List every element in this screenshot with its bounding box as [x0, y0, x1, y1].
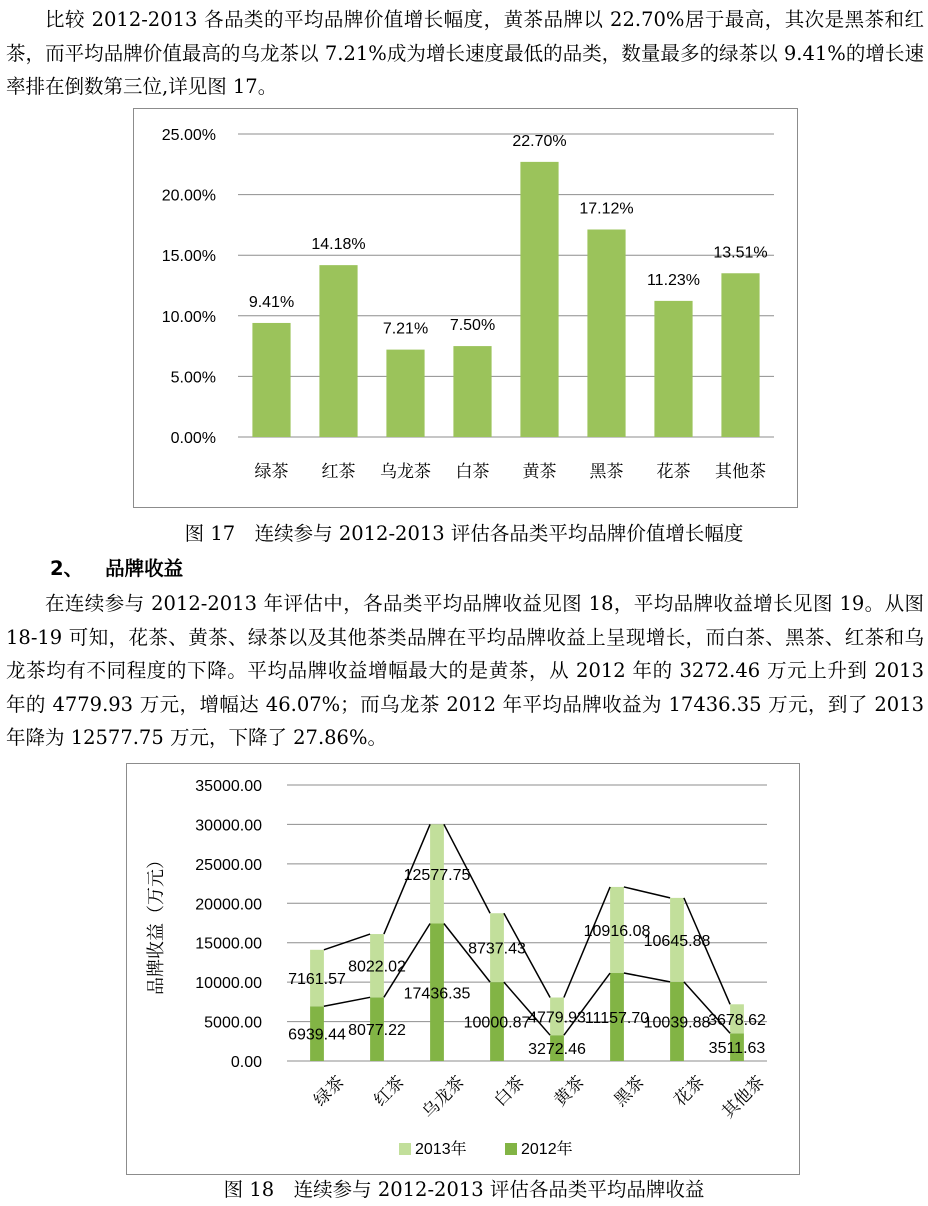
x-tick-label: 红茶 [321, 462, 356, 481]
y-tick-label: 5.00% [170, 369, 216, 387]
series-line-total [624, 887, 670, 898]
data-label-2012: 3511.63 [708, 1040, 766, 1058]
y-tick-label: 5000.00 [204, 1014, 262, 1032]
bar [587, 230, 625, 437]
bar [654, 301, 692, 437]
x-tick-label: 绿茶 [310, 1072, 348, 1110]
section-title: 品牌收益 [105, 557, 184, 580]
figure-17-caption: 图 17 连续参与 2012-2013 评估各品类平均品牌价值增长幅度 [184, 522, 744, 545]
section-heading [50, 555, 183, 583]
legend-label-2013: 2013年 [415, 1141, 467, 1158]
x-tick-label: 花茶 [656, 462, 691, 481]
data-label-2012: 17436.35 [403, 985, 471, 1003]
bar [252, 323, 290, 437]
x-tick-label: 其他茶 [718, 1072, 768, 1122]
y-tick-label: 10.00% [161, 308, 216, 326]
growth-rate-chart [133, 108, 798, 508]
x-tick-label: 黑茶 [589, 462, 624, 481]
y-tick-label: 30000.00 [195, 817, 262, 835]
y-tick-label: 15.00% [161, 248, 216, 266]
data-label-2012: 8077.22 [348, 1022, 406, 1040]
data-label-2013: 10916.08 [583, 922, 651, 940]
data-label: 7.21% [382, 320, 429, 338]
x-tick-label: 花茶 [670, 1072, 708, 1110]
data-label-2013: 12577.75 [403, 866, 471, 884]
figure-18-caption: 图 18 连续参与 2012-2013 评估各品类平均品牌收益 [223, 1178, 705, 1201]
revenue-paragraph: 在连续参与 2012-2013 年评估中，各品类平均品牌收益见图 18，平均品牌收益增长见图 19。从图 18-19 可知，花茶、黄茶、绿茶以及其他茶类品牌在平均品牌收益上呈现增长，而白茶、黑茶、红茶和乌龙茶均有不同程度的下降。平均品牌收益增幅最大的是黄茶，从 2012 年的 3272.46 万元上升到 2013 年的 4779.93 万元，增幅达 46.07%；而乌龙茶 2012 年平均品牌收益为 17436.35 万元，到了 2013 年降为 12577.75 万元，下降了 27.86%。 [6, 592, 924, 749]
y-tick-label: 10000.00 [195, 975, 262, 993]
x-tick-label: 红茶 [370, 1072, 408, 1110]
data-label: 7.50% [449, 317, 496, 335]
growth-rate-chart-svg [134, 109, 797, 507]
data-label-2013: 7161.57 [288, 971, 346, 989]
bar [453, 346, 491, 437]
data-label: 13.51% [713, 244, 768, 262]
bar [319, 265, 357, 437]
data-label-2012: 3272.46 [528, 1041, 586, 1059]
bar [520, 162, 558, 437]
data-label-2013: 4779.93 [528, 1009, 586, 1027]
series-line-2012 [624, 973, 670, 982]
x-tick-label: 黄茶 [522, 462, 557, 481]
data-label-2013: 8737.43 [468, 940, 526, 958]
data-label-2012: 10039.88 [643, 1014, 711, 1032]
series-line-total [324, 934, 370, 950]
y-tick-label: 25000.00 [195, 856, 262, 874]
data-label-2013: 3678.62 [708, 1011, 766, 1029]
data-label-2012: 6939.44 [288, 1026, 346, 1044]
data-label-2012: 11157.70 [584, 1010, 650, 1028]
data-label-2013: 10645.88 [643, 932, 711, 950]
data-label-2012: 10000.87 [463, 1014, 531, 1032]
data-label: 17.12% [579, 200, 634, 218]
y-tick-label: 20.00% [161, 187, 216, 205]
x-tick-label: 白茶 [455, 462, 490, 481]
data-label: 11.23% [646, 271, 701, 289]
legend-swatch-2013 [399, 1143, 411, 1155]
x-tick-label: 黄茶 [550, 1072, 588, 1110]
data-label: 9.41% [248, 293, 295, 311]
y-tick-label: 20000.00 [195, 896, 262, 914]
bar [721, 273, 759, 437]
x-tick-label: 其他茶 [715, 462, 766, 481]
x-tick-label: 绿茶 [254, 462, 289, 481]
data-label: 14.18% [311, 236, 366, 254]
y-tick-label: 0.00% [170, 430, 216, 447]
data-label-2013: 8022.02 [348, 958, 406, 976]
data-label: 22.70% [512, 132, 567, 150]
revenue-chart [126, 763, 800, 1175]
bar [386, 350, 424, 437]
legend-label-2012: 2012年 [521, 1141, 573, 1158]
legend-swatch-2012 [505, 1143, 517, 1155]
revenue-chart-svg [127, 764, 799, 1174]
x-tick-label: 白茶 [490, 1072, 528, 1110]
intro-paragraph: 比较 2012-2013 各品类的平均品牌价值增长幅度，黄茶品牌以 22.70%居于最高，其次是黑茶和红茶，而平均品牌价值最高的乌龙茶以 7.21%成为增长速度最低的品类，数量最多的绿茶以 9.41%的增长速率排在倒数第三位,详见图 17。 [6, 8, 924, 98]
series-line-2012 [324, 997, 370, 1006]
x-tick-label: 乌龙茶 [380, 462, 431, 481]
y-tick-label: 0.00 [230, 1054, 262, 1071]
y-tick-label: 15000.00 [195, 935, 262, 953]
y-tick-label: 25.00% [161, 127, 216, 144]
section-number: 2、 [50, 557, 84, 580]
y-axis-label: 品牌收益（万元） [146, 851, 166, 995]
x-tick-label: 黑茶 [610, 1072, 648, 1110]
x-tick-label: 乌龙茶 [418, 1072, 468, 1122]
y-tick-label: 35000.00 [195, 778, 262, 795]
series-line-total [684, 898, 730, 1004]
